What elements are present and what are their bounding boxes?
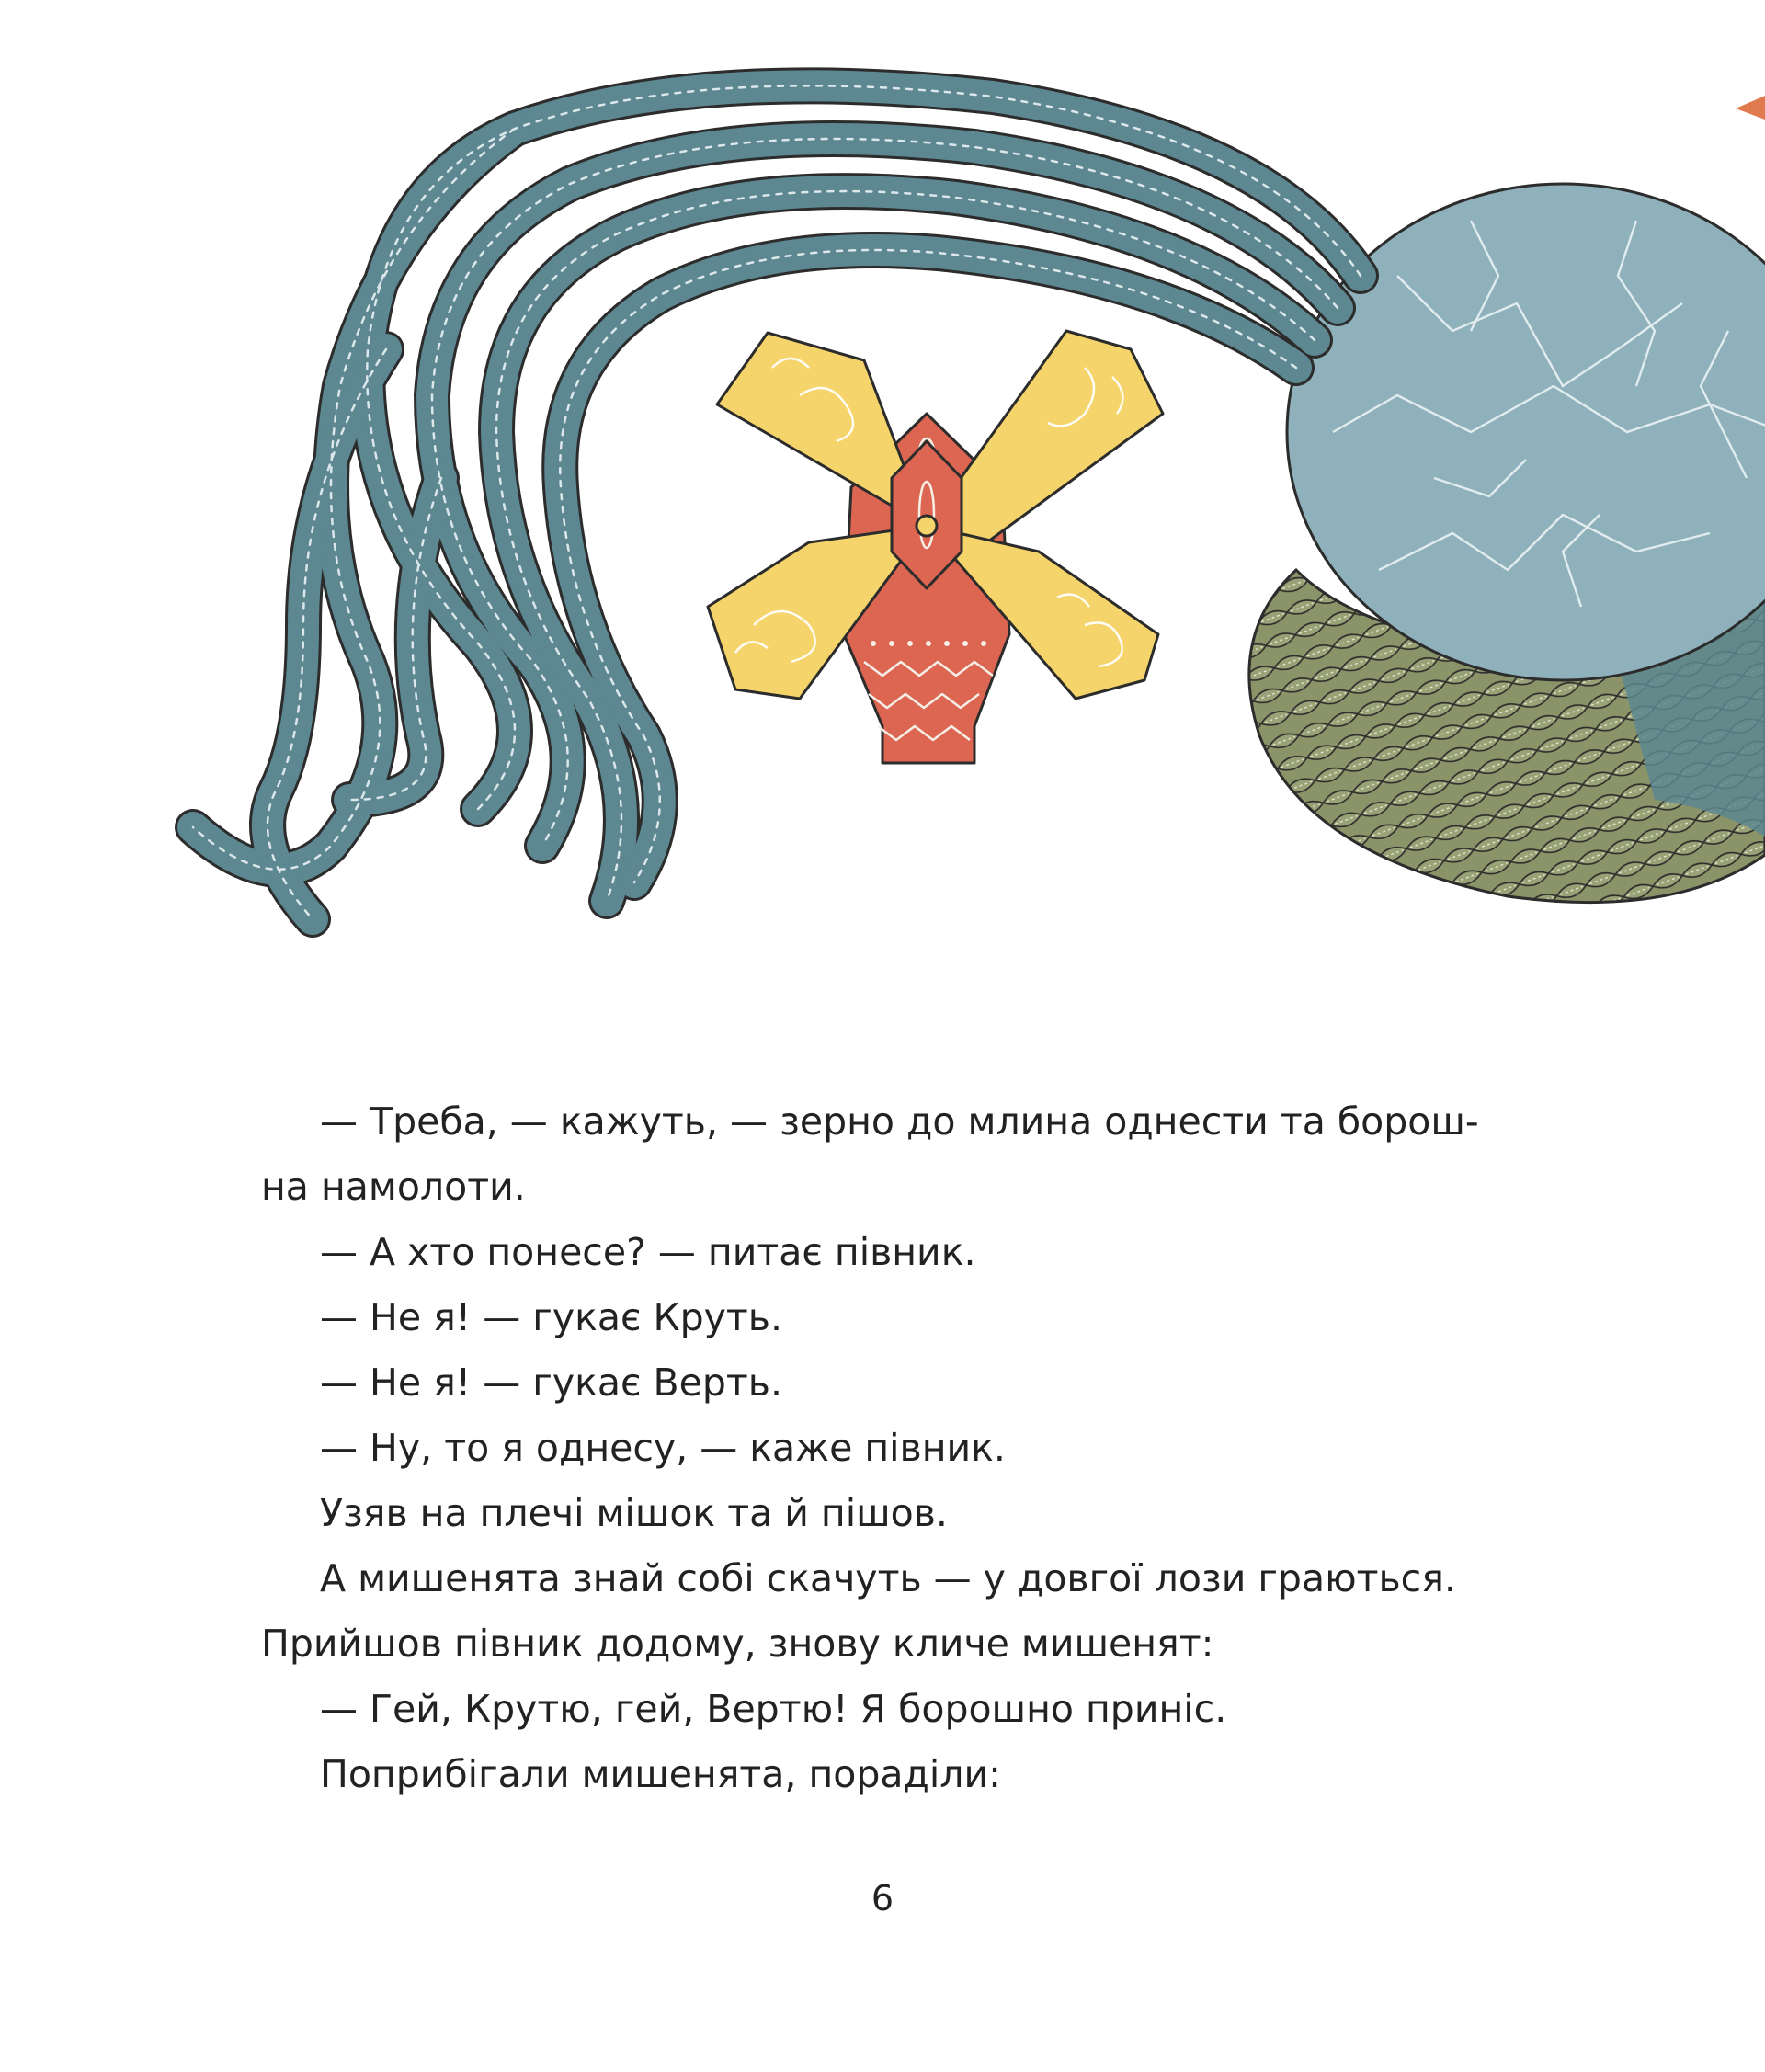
story-line: Узяв на плечі мішок та й пішов. — [320, 1491, 948, 1535]
story-line: А мишенята знай собі скачуть — у довгої лози граються. — [320, 1556, 1456, 1600]
story-line: Прийшов півник додому, знову кличе мишенят: — [261, 1622, 1214, 1666]
story-line: — Треба, — кажуть, — зерно до млина однести та борош- — [320, 1099, 1479, 1144]
story-line: — Не я! — гукає Круть. — [320, 1295, 782, 1339]
story-line: Поприбігали мишенята, пораділи: — [320, 1752, 1001, 1796]
orange-accent — [1736, 96, 1765, 120]
illustration — [0, 0, 1765, 974]
page-number: 6 — [871, 1878, 894, 1918]
story-text — [261, 1089, 1530, 1807]
story-line: — Гей, Крутю, гей, Вертю! Я борошно приніс. — [320, 1687, 1227, 1731]
decorated-windmill — [708, 331, 1163, 763]
story-line: на намолоти. — [261, 1165, 526, 1209]
story-line: — А хто понесе? — питає півник. — [320, 1230, 976, 1274]
long-willow-vines — [193, 85, 1361, 919]
story-line: — Не я! — гукає Верть. — [320, 1360, 782, 1405]
story-line: — Ну, то я однесу, — каже півник. — [320, 1426, 1006, 1470]
